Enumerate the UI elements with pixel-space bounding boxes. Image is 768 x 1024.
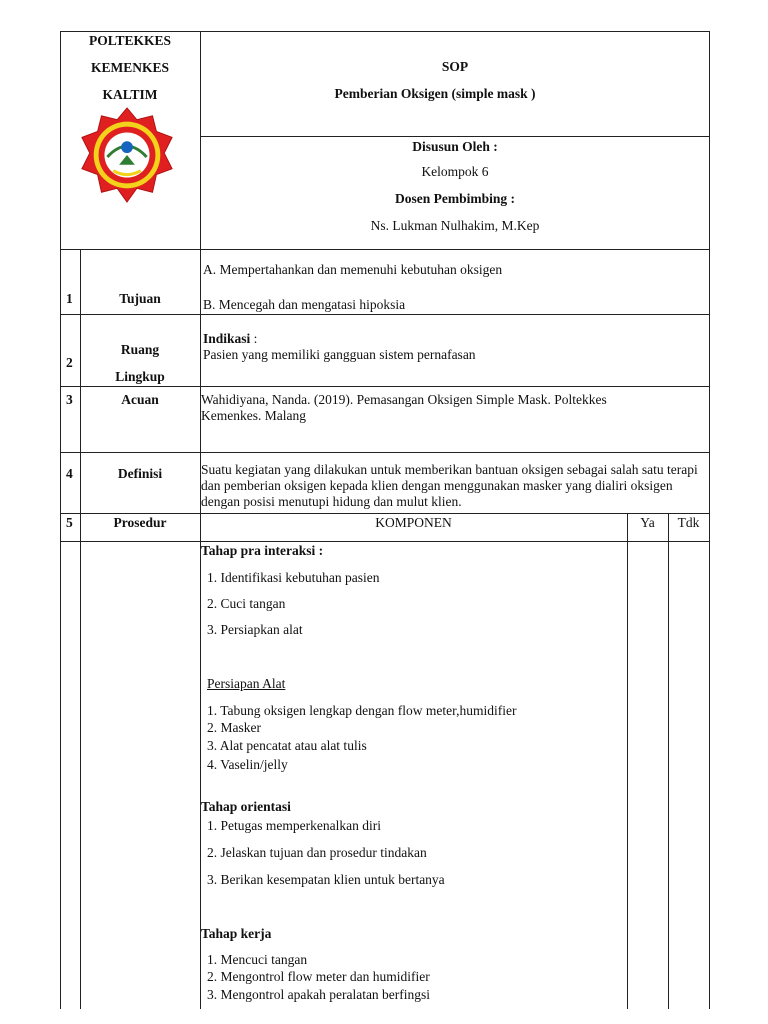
doc-title: Pemberian Oksigen (simple mask ) [334,86,536,101]
row-number: 1 [66,291,73,306]
tujuan-item: B. Mencegah dan mengatasi hipoksia [203,297,406,312]
institution-seal-logo [78,106,176,204]
procedure-step: 1. Identifikasi kebutuhan pasien [207,570,380,585]
indikasi-label: Indikasi [203,331,251,346]
doc-type: SOP [441,59,469,74]
stage-title-persiapan-alat: Persiapan Alat [207,676,286,691]
procedure-step: 2. Jelaskan tujuan dan prosedur tindakan [207,845,427,860]
row-label-ruang: Ruang [120,342,160,357]
compiled-by: Kelompok 6 [421,164,489,179]
supervisor: Ns. Lukman Nulhakim, M.Kep [370,218,540,233]
stage-title-kerja: Tahap kerja [201,926,272,941]
no-column-header: Tdk [677,515,700,530]
institution-line-2: KEMENKES [90,60,169,75]
row-number: 4 [66,466,73,481]
procedure-step: 2. Mengontrol flow meter dan humidifier [207,969,430,984]
supervisor-label: Dosen Pembimbing : [394,191,515,206]
equipment-item: 1. Tabung oksigen lengkap dengan flow meter,humidifier [207,703,517,718]
procedure-step: 1. Mencuci tangan [207,952,308,967]
equipment-item: 3. Alat pencatat atau alat tulis [207,738,367,753]
row-label-definisi: Definisi [117,466,163,481]
procedure-label: Prosedur [113,515,167,530]
institution-line-1: POLTEKKES [88,33,172,48]
tujuan-item: A. Mempertahankan dan memenuhi kebutuhan oksigen [203,262,503,277]
stage-title-orientasi: Tahap orientasi [201,799,291,814]
row-number: 5 [66,515,73,530]
definisi-text: Suatu kegiatan yang dilakukan untuk memberikan bantuan oksigen sebagai salah satu terapi dan pemberian oksigen kepada klien dengan menggunakan masker yang dialiri oksigen dengan posisi menutupi hidung dan mulut klien. [201,462,698,509]
acuan-text: Wahidiyana, Nanda. (2019). Pemasangan Oksigen Simple Mask. Poltekkes Kemenkes. Malang [201,392,607,423]
row-label-tujuan: Tujuan [119,291,161,306]
indikasi-text: Pasien yang memiliki gangguan sistem pernafasan [203,347,476,362]
institution-line-3: KALTIM [102,87,158,102]
row-label-acuan: Acuan [121,392,159,407]
procedure-step: 3. Mengontrol apakah peralatan berfingsi [207,987,431,1002]
indikasi-colon: : [250,331,258,346]
row-label-lingkup: Lingkup [115,369,165,384]
row-number: 2 [66,355,73,370]
procedure-step: 3. Persiapkan alat [207,622,303,637]
indikasi-heading [203,331,257,347]
compiled-by-label: Disusun Oleh : [412,139,498,154]
procedure-step: 1. Petugas memperkenalkan diri [207,818,381,833]
stage-title-pra-interaksi: Tahap pra interaksi : [201,543,324,558]
equipment-item: 2. Masker [207,720,261,735]
equipment-item: 4. Vaselin/jelly [207,757,288,772]
yes-column-header: Ya [640,515,655,530]
procedure-step: 3. Berikan kesempatan klien untuk bertanya [207,872,445,887]
row-number: 3 [66,392,73,407]
procedure-step: 2. Cuci tangan [207,596,286,611]
component-column-header: KOMPONEN [375,515,452,530]
